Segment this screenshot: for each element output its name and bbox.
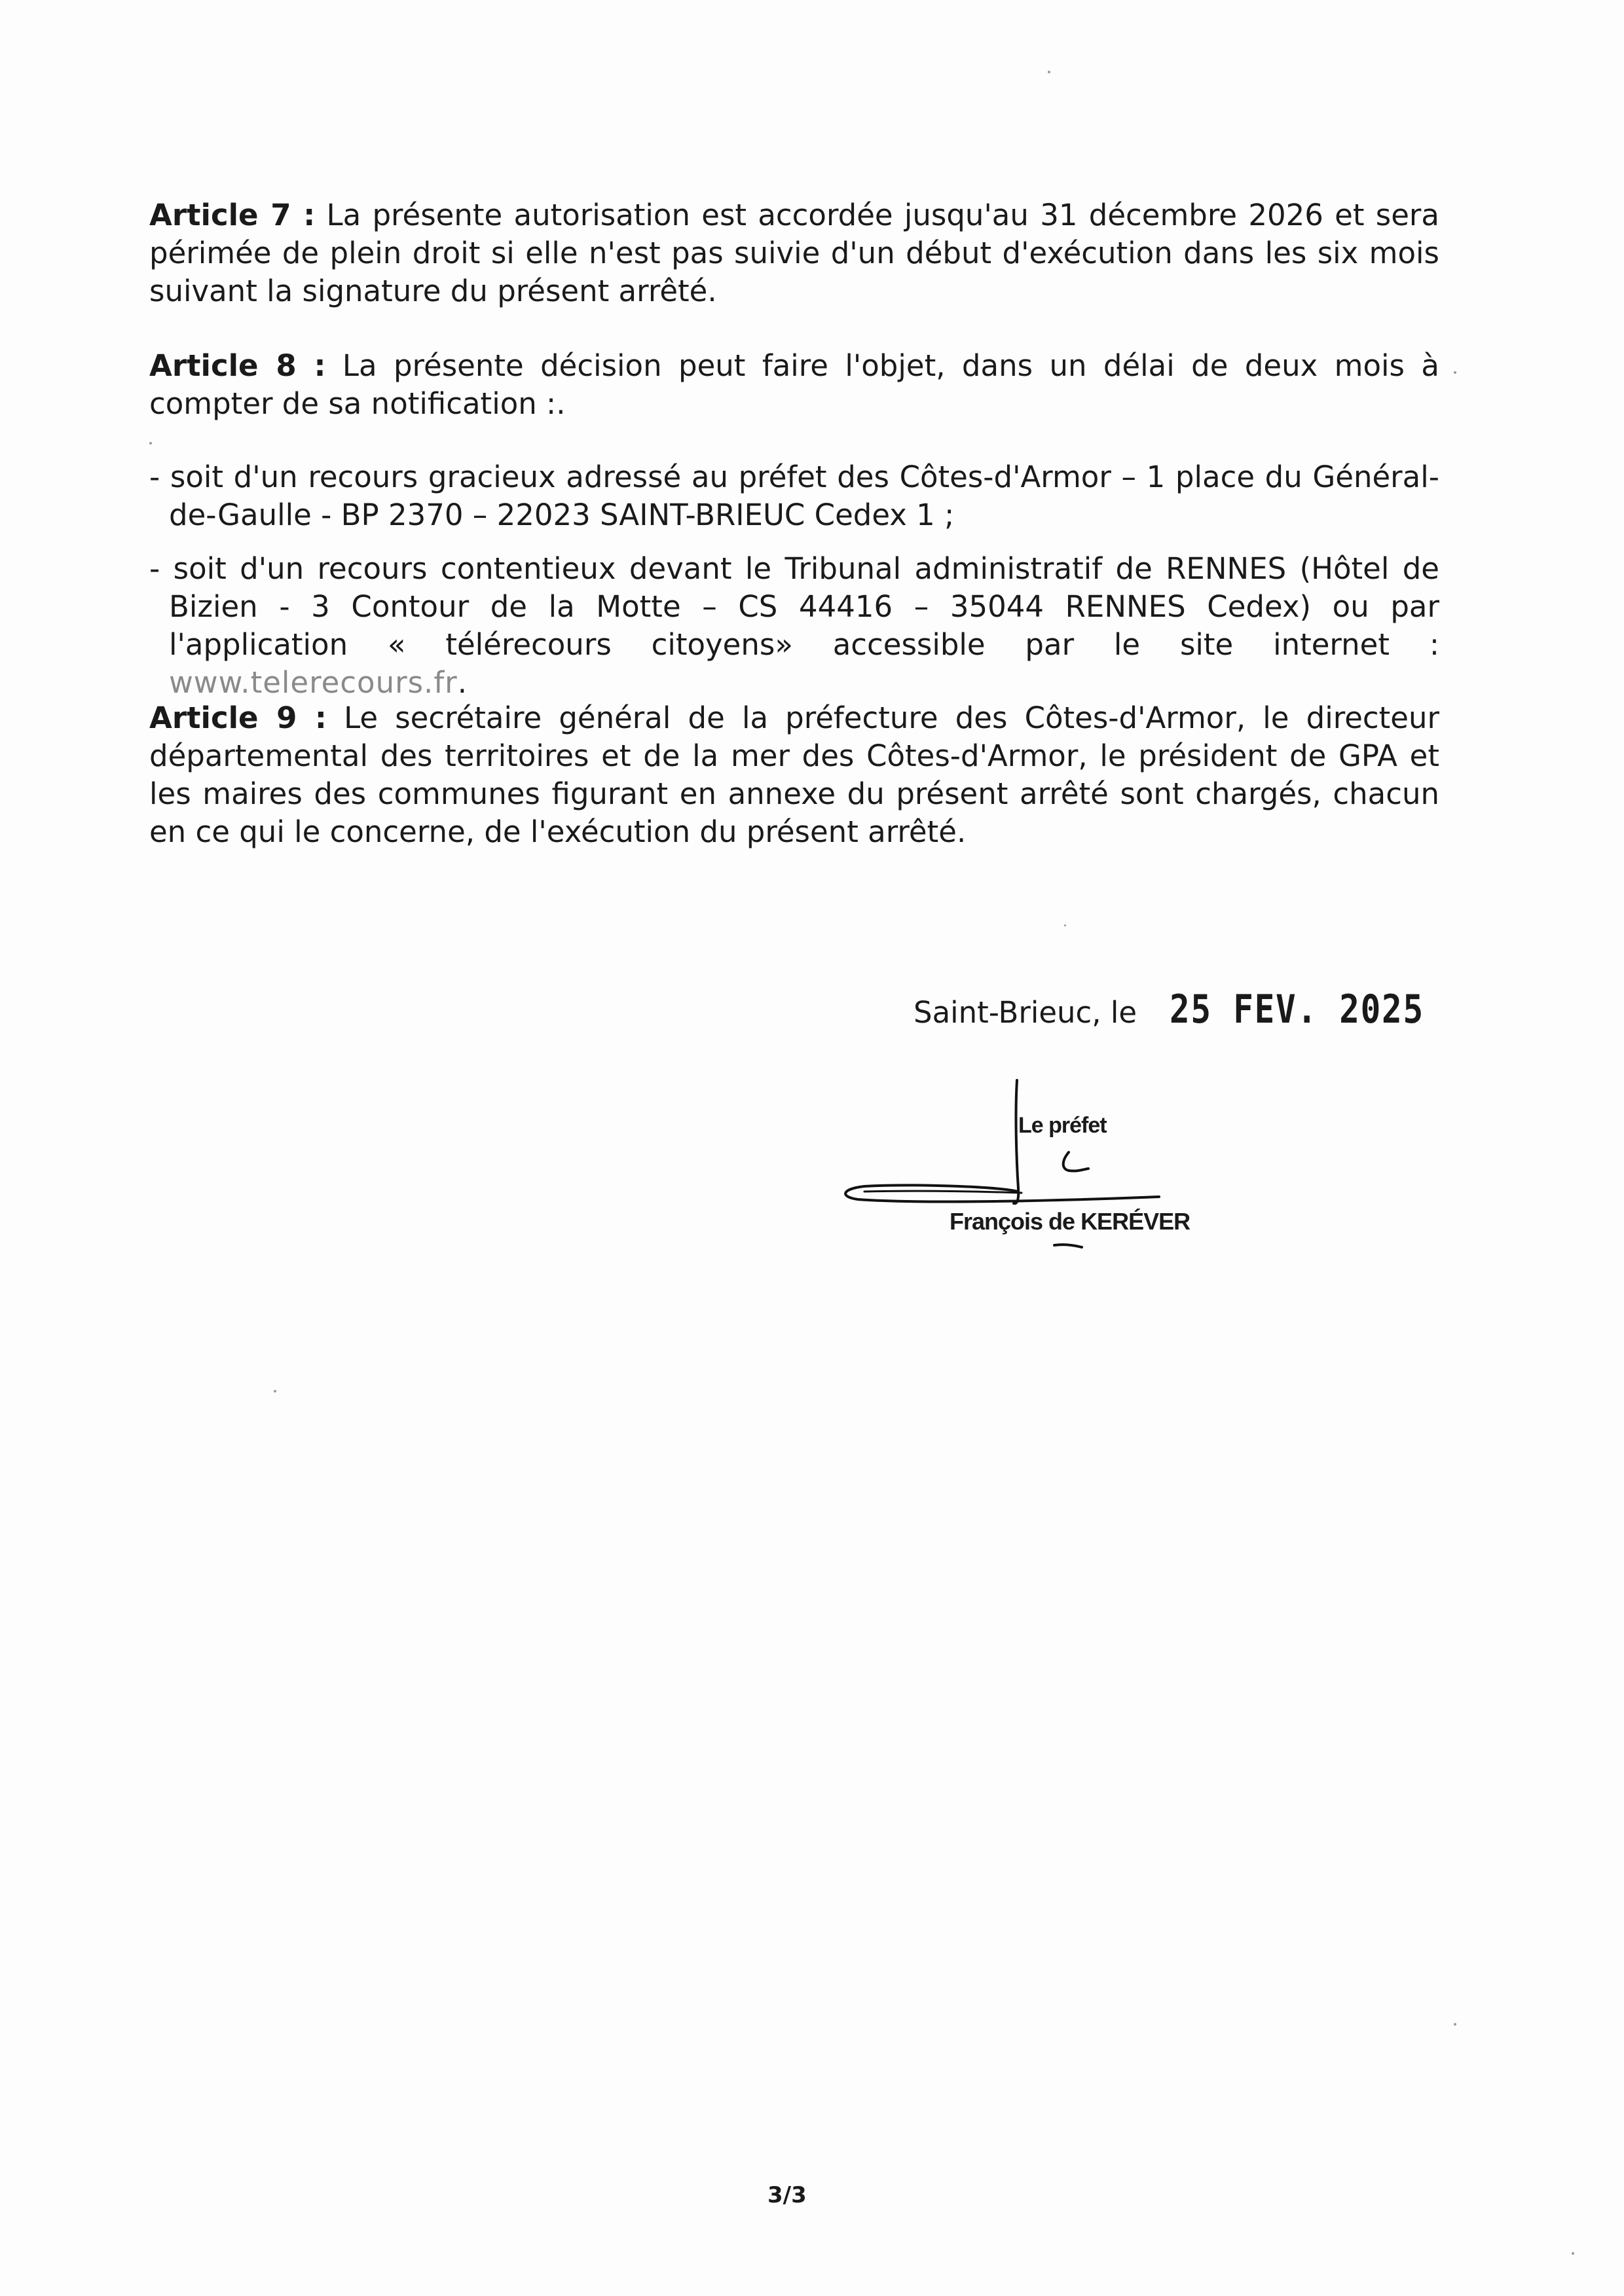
page-number: 3/3 — [767, 2182, 807, 2208]
scan-speck — [274, 1390, 276, 1393]
place-and-date — [913, 987, 1469, 1032]
article-8-label: Article 8 : — [149, 348, 326, 383]
scan-speck — [1454, 2023, 1456, 2026]
article-8 — [149, 347, 1439, 423]
handwritten-signature-icon — [832, 1074, 1225, 1270]
place-label: Saint-Brieuc, le — [913, 995, 1137, 1030]
scan-speck — [149, 442, 152, 445]
signatory-name: François de KERÉVER — [950, 1208, 1190, 1235]
scan-speck — [1064, 924, 1066, 926]
article-7-text: La présente autorisation est accordée jusqu'au 31 décembre 2026 et sera périmée de plein droit si elle n'est pas suivie d'un début d'exécution dans les six mois suivant la signature du présent arrêté. — [149, 198, 1439, 308]
date-stamp: 25 FEV. 2025 — [1170, 987, 1424, 1032]
article-9-text: Le secrétaire général de la préfecture des Côtes-d'Armor, le directeur départemental des territoires et de la mer des Côtes-d'Armor, le président de GPA et les maires des communes figurant en annexe du présent arrêté sont chargés, chacun en ce qui le concerne, de l'exécution du présent arrêté. — [149, 701, 1439, 849]
recours-gracieux-text: - soit d'un recours gracieux adressé au préfet des Côtes-d'Armor – 1 place du Général-de-Gaulle - BP 2370 – 22023 SAINT-BRIEUC Cedex 1 ; — [149, 460, 1439, 532]
signature-block — [832, 1074, 1225, 1270]
article-9 — [149, 699, 1439, 851]
signatory-title: Le préfet — [1018, 1113, 1107, 1138]
url-suffix: . — [457, 665, 468, 700]
scan-speck — [1454, 371, 1456, 374]
telerecours-link[interactable]: www.telerecours.fr — [169, 665, 458, 700]
article-7 — [149, 196, 1439, 310]
article-8-text: La présente décision peut faire l'objet, dans un délai de deux mois à compter de sa notification :. — [149, 348, 1439, 421]
article-9-label: Article 9 : — [149, 701, 327, 735]
scan-speck — [1048, 71, 1050, 73]
bullet-recours-gracieux — [149, 458, 1439, 534]
scan-speck — [1572, 2252, 1574, 2255]
recours-contentieux-item — [149, 550, 1439, 702]
recours-contentieux-text: - soit d'un recours contentieux devant le Tribunal administratif de RENNES (Hôtel de Bizien - 3 Contour de la Motte – CS 44416 – 35044 RENNES Cedex) ou par l'application « télérecours citoyens» accessible par le site internet : — [149, 551, 1439, 662]
bullet-recours-contentieux — [149, 550, 1439, 702]
article-7-label: Article 7 : — [149, 198, 316, 232]
